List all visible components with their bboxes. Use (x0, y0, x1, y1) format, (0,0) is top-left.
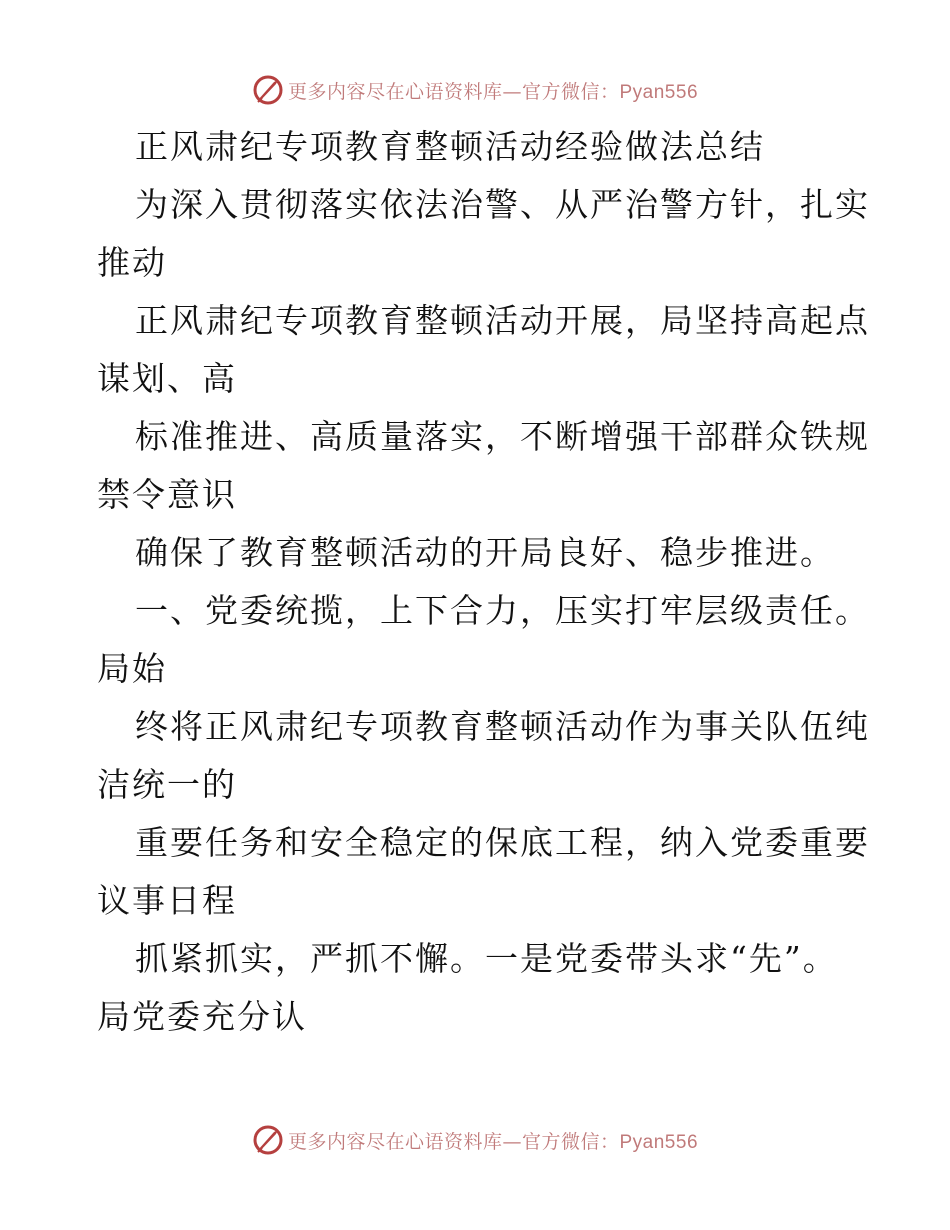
text-line: 重要任务和安全稳定的保底工程，纳入党委重要 (135, 823, 870, 862)
text-line: 抓紧抓实，严抓不懈。一是党委带头求“先”。 (135, 939, 838, 978)
footer-banner-text: 更多内容尽在心语资料库—官方微信： (287, 1130, 620, 1153)
header-banner-account: Pyan556 (619, 81, 699, 103)
text-line: 确保了教育整顿活动的开局良好、稳步推进。 (135, 533, 835, 572)
header-banner (0, 70, 950, 110)
text-line: 洁统一的 (97, 765, 237, 804)
header-banner-text: 更多内容尽在心语资料库—官方微信： (287, 80, 620, 103)
footer-banner (0, 1120, 950, 1160)
text-line: 正风肃纪专项教育整顿活动开展，局坚持高起点 (135, 301, 870, 340)
text-line: 终将正风肃纪专项教育整顿活动作为事关队伍纯 (135, 707, 870, 746)
document-body (97, 118, 870, 1046)
quill-pen-logo-icon (252, 74, 284, 106)
text-line: 推动 (97, 243, 167, 282)
text-line: 议事日程 (97, 881, 237, 920)
quill-pen-logo-icon (252, 1124, 284, 1156)
text-line: 禁令意识 (97, 475, 237, 514)
footer-banner-account: Pyan556 (619, 1131, 699, 1153)
text-line: 一、党委统揽，上下合力，压实打牢层级责任。 (135, 591, 870, 630)
text-line: 谋划、高 (97, 359, 237, 398)
text-line: 为深入贯彻落实依法治警、从严治警方针，扎实 (135, 185, 870, 224)
text-line: 标准推进、高质量落实，不断增强干部群众铁规 (135, 417, 870, 456)
text-line: 局党委充分认 (97, 997, 307, 1036)
text-line: 局始 (97, 649, 167, 688)
document-title: 正风肃纪专项教育整顿活动经验做法总结 (135, 127, 765, 166)
